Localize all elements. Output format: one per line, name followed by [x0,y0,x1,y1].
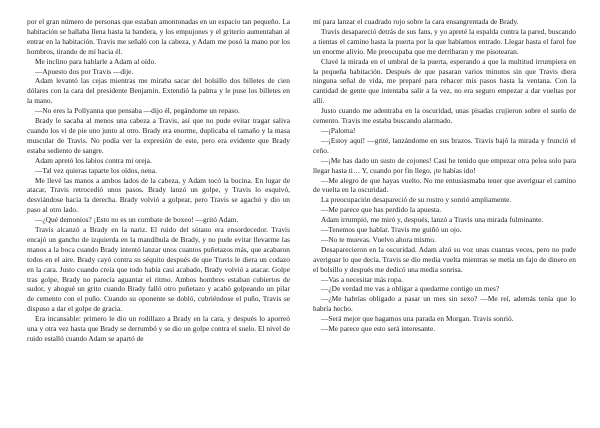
paragraph: Adam irrumpió, me miró y, después, lanzó a Travis una mirada fulminante. [321,215,544,225]
paragraph: Justo cuando me adentraba en la oscuridad, unas pisadas crujieron sobre el suelo de cemento. Travis me estaba buscando alarmado. [313,106,576,126]
paragraph: —¡Estoy aquí! —grité, lanzándome en sus brazos. Travis bajó la mirada y frunció el ceño. [313,135,576,155]
paragraph: —Me parece que has perdido la apuesta. [321,205,442,215]
paragraph: —¿De verdad me vas a obligar a quedarme contigo un mes? [321,284,500,294]
paragraph: La preocupación desapareció de su rostro y sonrió ampliamente. [321,195,512,205]
right-text-column [313,17,576,422]
paragraph: Travis alcanzó a Brady en la nariz. El ruido del sótano era ensordecedor. Travis encajó un gancho de izquierda en la mandíbula de Brady, y no pude evitar llevarme las manos a la boca cuando Brady intentó lanzar unos cuantos puñetazos más, que acabaron todos en el aire. Brady cayó contra su séquito después de que Travis le diera un codazo en la cara. Justo cuando creía que todo había casi acabado, Brady volvió a atacar. Golpe tras golpe, Brady no parecía aguantar el ritmo. Ambos hombres estaban cubiertos de sudor, y ahogué un grito cuando Brady falló otro puñetazo y acabó golpeando un pilar de cemento con el puño. Cuando su oponente se dobló, cubriéndose el puño, Travis se dispuso a dar el golpe de gracia. [27,225,290,314]
paragraph: —No eres la Pollyanna que pensaba —dijo él, pegándome un repaso. [35,106,240,116]
paragraph: Me inclino para hablarle a Adam al oído. [35,56,157,66]
paragraph: —Vas a necesitar más ropa. [321,274,403,284]
paragraph: —Tenemos que hablar. Travis me guiñó un ojo. [321,225,462,235]
paragraph: Desaparecieron en la oscuridad. Adam alzó su voz unas cuantas veces, pero no pude averiguar lo que decía. Travis se dio media vuelta mientras se metía un fajo de dinero en el bolsillo y después me dedicó una media sonrisa. [313,244,576,274]
paragraph: —Tal vez quieras taparte los oídos, nena. [35,165,157,175]
paragraph: —Me alegro de que hayas vuelto. No me entusiasmaba tener que averiguar el camino de vuelta en la oscuridad. [313,175,576,195]
paragraph: Clavé la mirada en el umbral de la puerta, esperando a que la multitud irrumpiera en la pequeña habitación. Después de que pasaran varios minutos sin que Travis diera ninguna señal de vida, me preparé para rehacer mis pasos hasta la ventana. Con la cantidad de gente que intentaba salir a la vez, no era seguro empezar a dar vueltas por allí. [313,56,576,106]
paragraph: —¿Qué demonios? ¡Esto no es un combate de boxeo! —gritó Adam. [35,215,239,225]
paragraph: Adam apretó los labios contra mi oreja. [35,155,152,165]
paragraph: Adam levantó las cejas mientras me miraba sacar del bolsillo dos billetes de cien dólares con la cara del presidente Benjamin. Extendió la palma y le puse los billetes en la mano. [27,76,290,106]
paragraph: Travis desapareció detrás de sus fans, y yo apreté la espalda contra la pared, buscando a tientas el camino hasta la puerta por la que habíamos entrado. Llegar hasta el farol fue un enorme alivio. Me preocupaba que me derribaran y me pisotearan. [313,26,576,56]
paragraph: —¡Me has dado un susto de cojones! Casi he tenido que empezar otra pelea solo para llegar hasta ti… Y, cuando por fin llego, ¡te habías ido! [313,155,576,175]
paragraph: Brady le sacaba al menos una cabeza a Travis, así que no pude evitar tragar saliva cuando los vi de pie uno junto al otro. Brady era enorme, duplicaba el tamaño y la masa muscular de Travis. No podía ver la expresión de este, pero era evidente que Brady estaba sediento de sangre. [27,116,290,155]
paragraph: Era incansable: primero le dio un rodillazo a Brady en la cara, y después lo aporreó una y otra vez hasta que Brady se derrumbó y se dio un golpe contra el suelo. El nivel de ruido estalló cuando Adam se apartó de [27,314,290,343]
paragraph: por el gran número de personas que estaban amontonadas en un espacio tan pequeño. La habitación se hallaba llena hasta la bandera, y los empujones y el griterío aumentaban al entrar en la habitación. Travis me señaló con la cabeza, y Adam me posó la mano por los hombros, tirando de mí hacia él. [27,17,290,56]
paragraph: —Apuesto dos por Travis —dije. [35,66,134,76]
paragraph: Me llevé las manos a ambos lados de la cabeza, y Adam tocó la bocina. En lugar de atacar, Travis retrocedió unos pasos. Brady lanzó un golpe, y Travis lo esquivó, desviándose hacia la derecha. Brady volvió a golpear, pero Travis se agachó y dio un paso al otro lado. [27,175,290,215]
paragraph: —No te muevas. Vuelvo ahora mismo. [321,234,436,244]
paragraph: —¡Paloma! [321,125,356,135]
paragraph: —Será mejor que hagamos una parada en Morgan. Travis sonrió. [321,314,514,324]
paragraph: —¿Me habrías obligado a pasar un mes sin sexo? —Me reí, además tenía que lo habría hecho. [313,294,576,314]
left-text-column [27,17,290,422]
paragraph: mí para lanzar el cuadrado rojo sobre la cara ensangrentada de Brady. [313,17,519,26]
paragraph: —Me parece que esto será interesante. [321,324,436,334]
